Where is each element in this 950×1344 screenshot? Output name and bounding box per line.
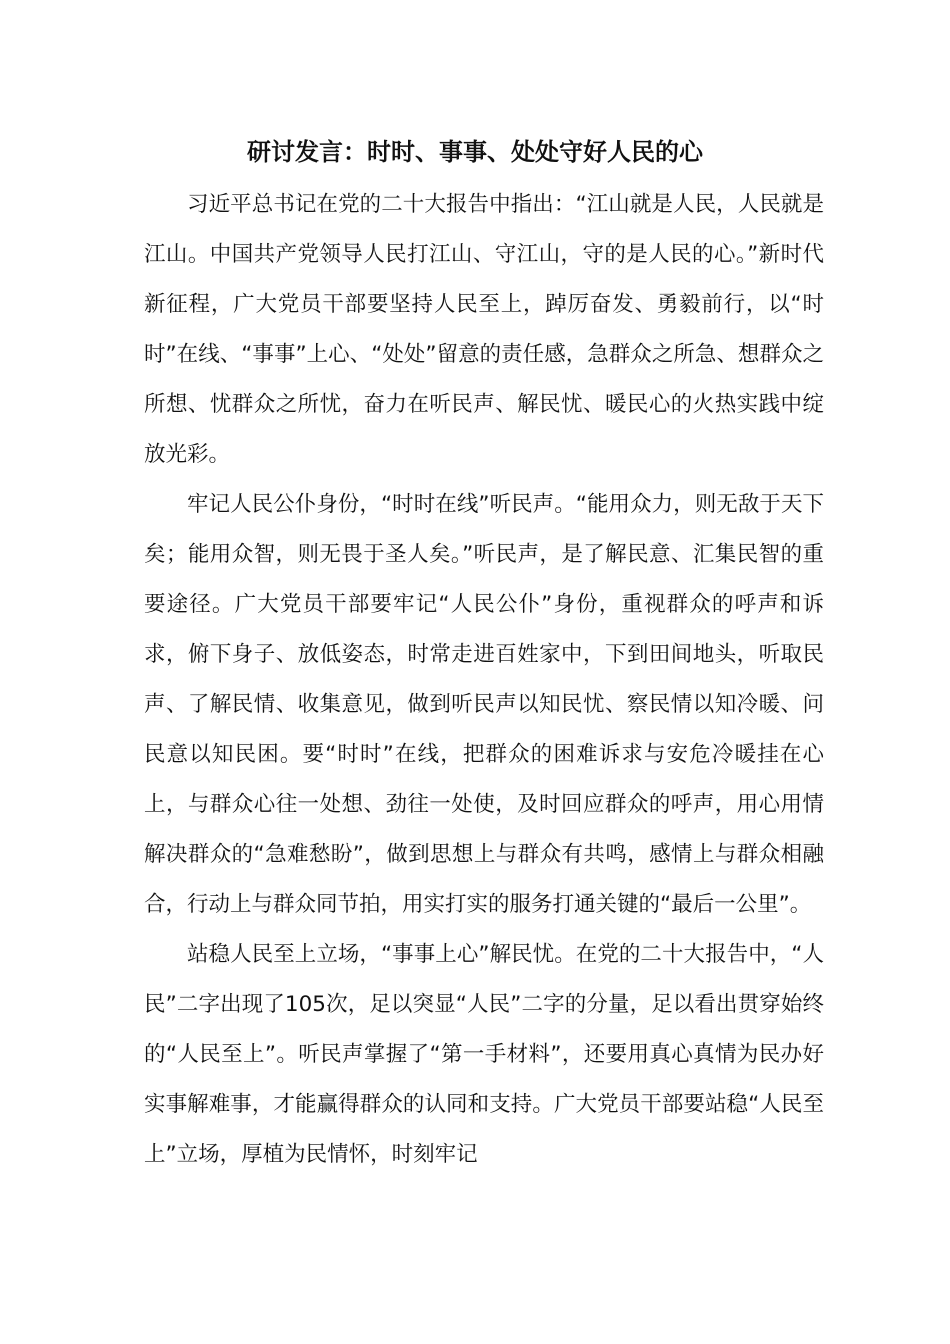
- paragraph-intro: 习近平总书记在党的二十大报告中指出：“江山就是人民，人民就是江山。中国共产党领导人民打江山、守江山，守的是人民的心。”新时代新征程，广大党员干部要坚持人民至上，踔厉奋发、勇毅前行，以“时时”在线、“事事”上心、“处处”留意的责任感，急群众之所急、想群众之所想、忧群众之所忧，奋力在听民声、解民忧、暖民心的火热实践中绽放光彩。: [144, 192, 824, 467]
- document-title: 研讨发言：时时、事事、处处守好人民的心: [247, 138, 703, 166]
- document-body: [144, 180, 824, 1180]
- paragraph-listen-voice: 牢记人民公仆身份，“时时在线”听民声。“能用众力，则无敌于天下矣；能用众智，则无畏于圣人矣。”听民声，是了解民意、汇集民智的重要途径。广大党员干部要牢记“人民公仆”身份，重视群众的呼声和诉求，俯下身子、放低姿态，时常走进百姓家中，下到田间地头，听取民声、了解民情、收集意见，做到听民声以知民忧、察民情以知冷暖、问民意以知民困。要“时时”在线，把群众的困难诉求与安危冷暖挂在心上，与群众心往一处想、劲往一处使，及时回应群众的呼声，用心用情解决群众的“急难愁盼”，做到思想上与群众有共鸣，感情上与群众相融合，行动上与群众同节拍，用实打实的服务打通关键的“最后一公里”。: [144, 492, 824, 917]
- paragraph-solve-worries: 站稳人民至上立场，“事事上心”解民忧。在党的二十大报告中，“人民”二字出现了105次，足以突显“人民”二字的分量，足以看出贯穿始终的“人民至上”。听民声掌握了“第一手材料”，还要用真心真情为民办好实事解难事，才能赢得群众的认同和支持。广大党员干部要站稳“人民至上”立场，厚植为民情怀，时刻牢记: [144, 942, 824, 1167]
